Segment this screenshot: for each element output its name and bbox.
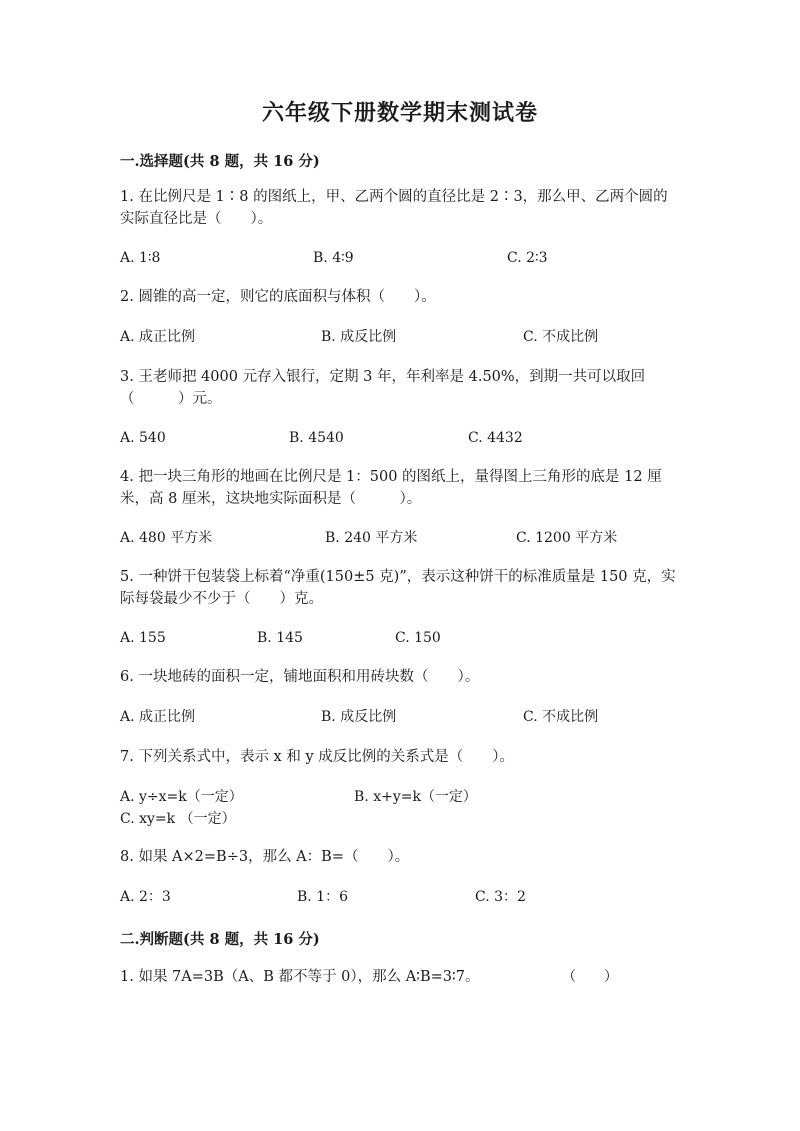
option-c[interactable]: C. 不成比例 <box>523 709 599 725</box>
options-question-2 <box>120 326 680 348</box>
options-question-7 <box>120 786 680 830</box>
answer-blank[interactable] <box>562 966 642 988</box>
section-heading-multiple-choice: 一.选择题(共 8 题，共 16 分) <box>120 153 320 170</box>
page-title: 六年级下册数学期末测试卷 <box>261 100 538 126</box>
option-b[interactable]: B. 240 平方米 <box>325 530 418 546</box>
options-question-6 <box>120 706 680 728</box>
options-question-8 <box>120 886 680 908</box>
option-a[interactable]: A. y÷x=k（一定） <box>120 789 243 805</box>
judgement-question-1: 1. 如果 7A=3B（A、B 都不等于 0），那么 A∶B=3∶7。 <box>120 969 480 985</box>
options-question-4 <box>120 527 680 549</box>
option-a[interactable]: A. 540 <box>120 430 166 446</box>
option-b[interactable]: B. x+y=k（一定） <box>354 789 477 805</box>
option-b[interactable]: B. 成反比例 <box>321 329 397 345</box>
option-a[interactable]: A. 480 平方米 <box>120 530 213 546</box>
question-2: 2. 圆锥的高一定，则它的底面积与体积（ ）。 <box>120 289 436 305</box>
question-7: 7. 下列关系式中，表示 x 和 y 成反比例的关系式是（ ）。 <box>120 749 514 765</box>
section-heading-true-false: 二.判断题(共 8 题，共 16 分) <box>120 931 320 948</box>
option-c[interactable]: C. 4432 <box>468 430 523 446</box>
option-b[interactable]: B. 4540 <box>289 430 344 446</box>
question-5: 5. 一种饼干包装袋上标着“净重(150±5 克)”，表示这种饼干的标准质量是 150 克，实际每袋最少不少于（ ）克。 <box>120 569 676 607</box>
question-3: 3. 王老师把 4000 元存入银行，定期 3 年，年利率是 4.50%，到期一共可以取回（ ）元。 <box>120 369 646 407</box>
option-c[interactable]: C. 1200 平方米 <box>516 530 618 546</box>
option-c[interactable]: C. 2∶3 <box>507 250 548 266</box>
option-c[interactable]: C. 不成比例 <box>523 329 599 345</box>
option-a[interactable]: A. 2：3 <box>120 889 171 905</box>
option-a[interactable]: A. 155 <box>120 630 166 646</box>
answer-blank-parentheses[interactable]: （ ） <box>562 969 618 985</box>
option-c[interactable]: C. 150 <box>395 630 441 646</box>
option-a[interactable]: A. 成正比例 <box>120 709 196 725</box>
options-question-3 <box>120 427 680 449</box>
options-question-1 <box>120 247 680 269</box>
question-8: 8. 如果 A×2=B÷3，那么 A：B=（ ）。 <box>120 849 410 865</box>
question-4: 4. 把一块三角形的地画在比例尺是 1：500 的图纸上，量得图上三角形的底是 12 厘米，高 8 厘米，这块地实际面积是（ ）。 <box>120 469 662 507</box>
option-b[interactable]: B. 4∶9 <box>313 250 354 266</box>
option-c[interactable]: C. 3：2 <box>475 889 526 905</box>
option-b[interactable]: B. 145 <box>257 630 303 646</box>
option-c[interactable]: C. xy=k （一定） <box>120 811 236 827</box>
option-b[interactable]: B. 成反比例 <box>321 709 397 725</box>
question-1: 1. 在比例尺是 1∶8 的图纸上，甲、乙两个圆的直径比是 2∶3，那么甲、乙两个圆的实际直径比是（ ）。 <box>120 189 668 227</box>
option-b[interactable]: B. 1：6 <box>297 889 349 905</box>
option-a[interactable]: A. 成正比例 <box>120 329 196 345</box>
question-6: 6. 一块地砖的面积一定，铺地面积和用砖块数（ ）。 <box>120 669 480 685</box>
option-a[interactable]: A. 1∶8 <box>120 250 161 266</box>
options-question-5 <box>120 627 680 649</box>
